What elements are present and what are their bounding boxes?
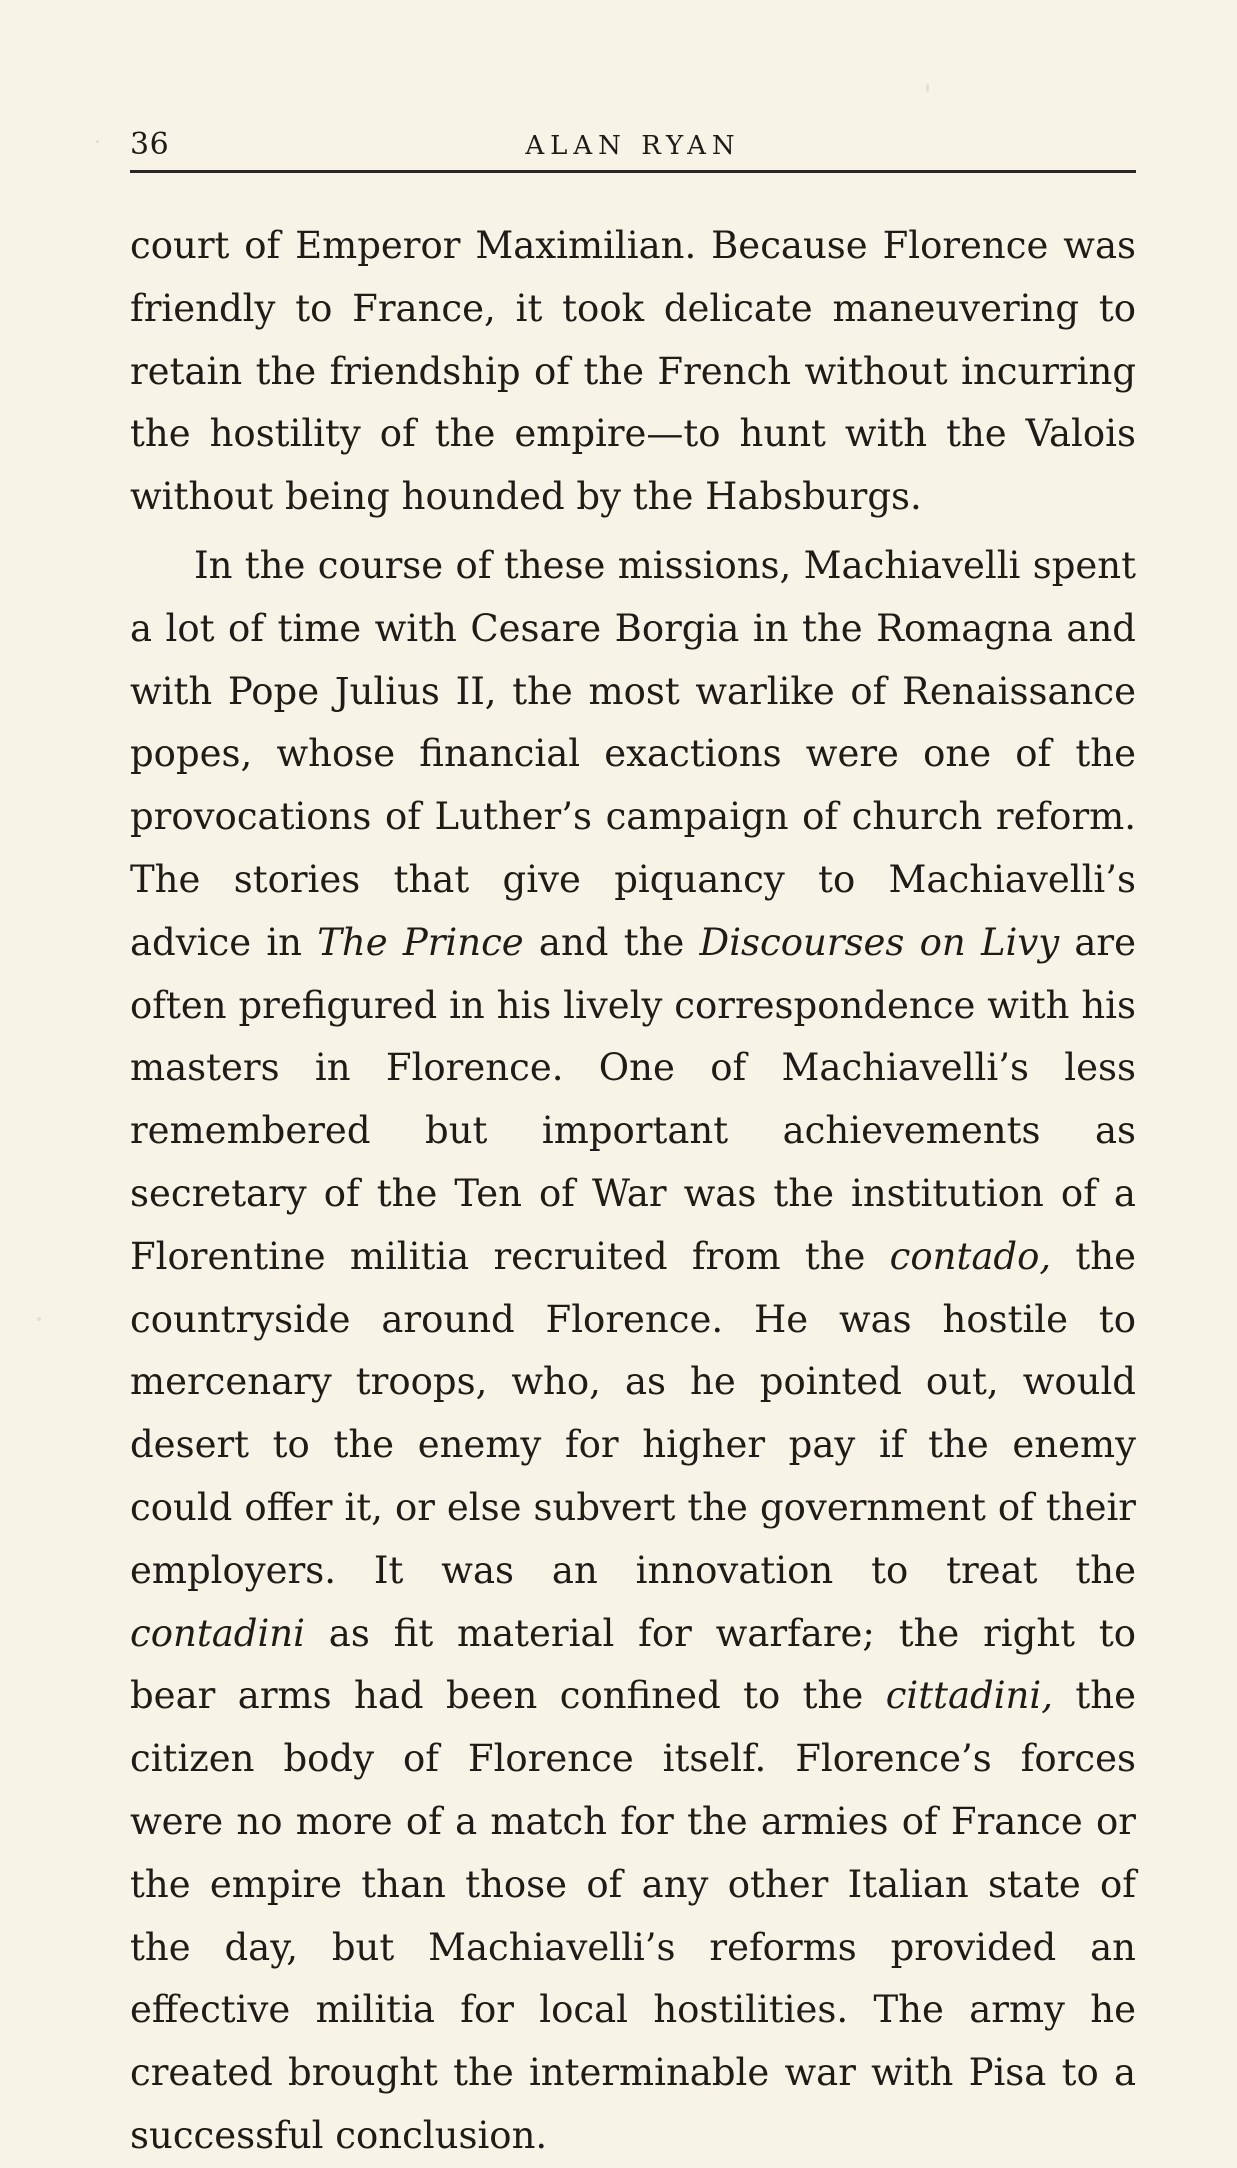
running-head: ALAN RYAN (525, 131, 741, 161)
paper-speck (926, 84, 929, 92)
term-contado: contado, (889, 1234, 1052, 1278)
title-the-prince: The Prince (317, 920, 524, 964)
page-number: 36 (130, 127, 170, 162)
paragraph-2-text: the countryside around Florence. He was hostile to mercenary troops, who, as he pointed out, would desert to the enemy for higher pay if the enemy could offer it, or else subvert the government of their employers. It was an innovation to treat the (130, 1234, 1137, 1592)
paragraph-1: court of Emperor Maximilian. Because Florence was friendly to France, it took delicate maneuvering to retain the friendship of the French without incurring the hostility of the empire—to hunt with the Valois without being hounded by the Habsburgs. (130, 224, 1136, 519)
paragraph-2-text: In the course of these missions, Machiavelli spent a lot of time with Cesare Borgia in the Romagna and with Pope Julius II, the most warlike of Renaissance popes, whose financial exactions were one of the provocations of Luther’s campaign of church reform. The stories that give piquancy to Machiavelli’s advice in (130, 543, 1136, 964)
page-header (130, 112, 1136, 173)
paragraph-2-text: are often prefigured in his lively correspondence with his masters in Florence. One of Machiavelli’s less remembered but important achievements as secretary of the Ten of War was the institution of a Florentine militia recruited from the (130, 920, 1137, 1278)
term-cittadini: cittadini, (885, 1674, 1053, 1718)
paragraph-2 (130, 535, 1136, 2168)
body-text (130, 215, 1136, 2168)
term-contadini: contadini (130, 1611, 305, 1655)
paragraph-2-text: the citizen body of Florence itself. Florence’s forces were no more of a match for the armies of France or the empire than those of any other Italian state of the day, but Machiavelli’s reforms provided an effective militia for local hostilities. The army he created brought the interminable war with Pisa to a successful conclusion. (130, 1674, 1137, 2157)
paper-speck (96, 140, 99, 143)
paragraph-2-text: and the (523, 920, 700, 964)
title-discourses-on-livy: Discourses on Livy (699, 920, 1060, 964)
paper-speck (37, 1317, 41, 1321)
paragraph-2-text: as fit material for warfare; the right to bear arms had been confined to the (130, 1611, 1136, 1718)
